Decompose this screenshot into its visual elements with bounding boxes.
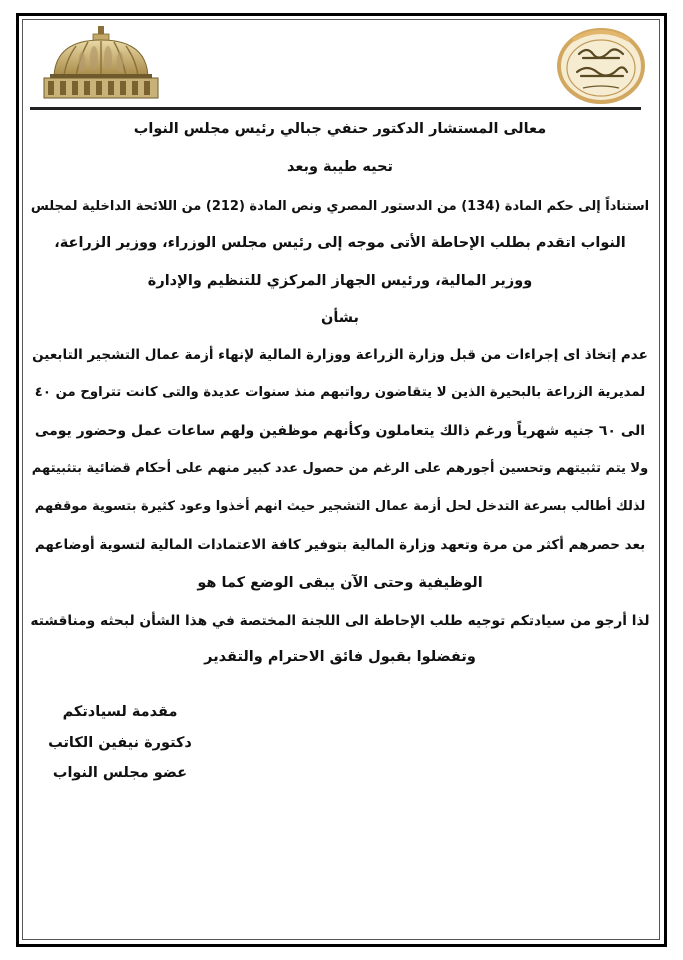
body-line: ولا يتم تثبيتهم وتحسين أجورهم على الرغم من حصول عدد كبير منهم على أحكام قضائية بتثبيتهم: [31, 461, 649, 476]
body-line: الى ٦٠ جنيه شهرياً ورغم ذالك يتعاملون وكأنهم موظفين ولهم ساعات عمل وحضور يومى: [34, 423, 646, 439]
body-line: لذلك أطالب بسرعة التدخل لحل أزمة عمال التشجير حيث انهم أخذوا وعود كثيرة بتسوية موقفهم: [34, 499, 646, 514]
body-line: عدم إتخاذ اى إجراءات من قبل وزارة الزراعة ووزارة المالية لإنهاء أزمة عمال التشجير التابعين: [32, 347, 648, 363]
header-rule: [30, 107, 641, 110]
signature-name: دكتورة نيفين الكاتب: [48, 735, 192, 751]
signature-line: مقدمة لسيادتكم: [62, 704, 178, 720]
intro-line: النواب اتقدم بطلب الإحاطة الأتى موجه إلى رئيس مجلس الوزراء، ووزير الزراعة،: [54, 235, 626, 251]
intro-line: ووزير المالية، ورئيس الجهاز المركزي للتنظيم والإدارة: [147, 273, 533, 289]
signature-title: عضو مجلس النواب: [52, 765, 188, 781]
body-line: لذا أرجو من سيادتكم توجيه طلب الإحاطة الى اللجنة المختصة في هذا الشأن لبحثه ومناقشته: [30, 613, 650, 629]
body-line: بعد حصرهم أكثر من مرة وتعهد وزارة المالية بتوفير كافة الاعتمادات المالية لتسوية أوضاعهم: [34, 537, 646, 553]
intro-line: استناداً إلى حكم المادة (134) من الدستور المصري ونص المادة (212) من اللائحة الداخلية لمجلس: [30, 199, 650, 214]
body-line: لمديرية الزراعة بالبحيرة الذين لا يتقاضون رواتبهم منذ سنوات عديدة والتى كانت تتراوح من ٤٠: [34, 385, 646, 400]
seal-text: نيفين الكاتب: [598, 69, 604, 70]
subject-label: بشأن: [320, 310, 360, 326]
addressee: معالى المستشار الدكتور حنفي جبالي رئيس مجلس النواب: [133, 121, 547, 137]
parliament-dome-logo: [36, 24, 166, 100]
body-line: الوظيفية وحتى الآن يبقى الوضع كما هو: [197, 575, 483, 591]
calligraphy-seal-logo: [553, 24, 649, 104]
closing-line: وتفضلوا بقبول فائق الاحترام والتقدير: [204, 649, 476, 665]
greeting: تحيه طيبة وبعد: [286, 159, 393, 175]
